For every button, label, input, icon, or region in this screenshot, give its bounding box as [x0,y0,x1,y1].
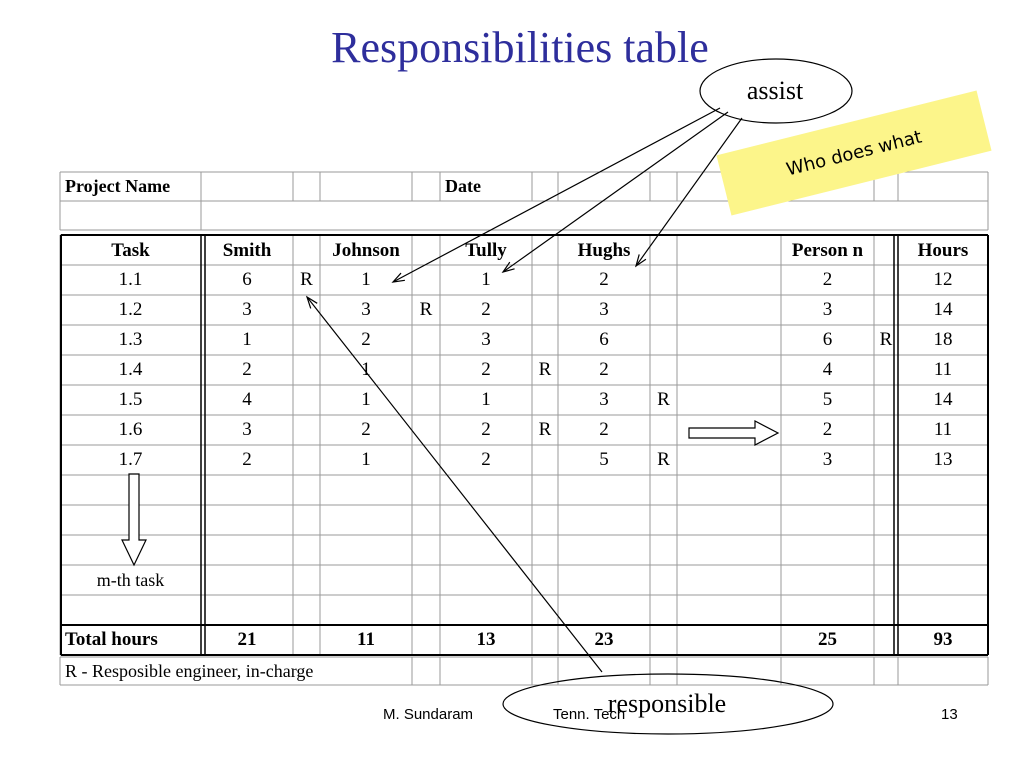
total-tully: 13 [476,629,496,650]
assist-label: assist [746,76,804,105]
total-johnson: 11 [357,629,375,650]
header-johnson: Johnson [332,240,400,261]
cell-r7-hours: 13 [933,449,953,470]
cell-r6-tully-r: R [538,419,552,440]
cell-r4-tully-r: R [538,359,552,380]
header-hours: Hours [917,240,969,261]
assist-callout [700,66,850,116]
cell-r5-task: 1.5 [118,389,143,410]
cell-r3-hours: 18 [933,329,953,350]
total-smith: 21 [237,629,257,650]
responsible-label: responsible [607,689,727,718]
footer-page-number: 13 [941,706,958,723]
sticky-note-text: Who does what [784,126,924,180]
cell-r4-hughs: 2 [599,359,609,380]
date-label: Date [445,176,481,196]
header-tully: Tully [465,240,507,261]
cell-r6-smith: 3 [242,419,252,440]
cell-r3-tully: 3 [481,329,491,350]
cell-r4-task: 1.4 [118,359,143,380]
total-task: Total hours [65,629,158,650]
total-hughs: 23 [594,629,614,650]
right-block-arrow [689,421,778,445]
cell-r4-person-n: 4 [822,359,833,380]
slide-title: Responsibilities table [331,23,709,72]
footer-institution: Tenn. Tech [553,706,626,723]
cell-r6-hours: 11 [933,419,953,440]
cell-r2-smith: 3 [242,299,252,320]
cell-r4-johnson: 1 [361,359,371,380]
cell-r2-hughs: 3 [599,299,609,320]
cell-r1-tully: 1 [481,269,491,290]
cell-r6-person-n: 2 [822,419,833,440]
cell-r7-hughs-r: R [657,449,670,470]
cell-r6-hughs: 2 [599,419,609,440]
cell-r1-smith-r: R [300,269,313,290]
cell-r5-johnson: 1 [361,389,371,410]
total-person-n: 25 [818,629,837,650]
cell-r3-hughs: 6 [599,329,609,350]
cell-r1-johnson: 1 [361,269,371,290]
cell-r5-person-n: 5 [822,389,833,410]
cell-r7-task: 1.7 [118,449,143,470]
cell-r5-smith: 4 [242,389,252,410]
cell-r7-johnson: 1 [361,449,371,470]
cell-r1-person-n: 2 [822,269,833,290]
header-person-n: Person n [791,240,864,261]
cell-r5-hughs-r: R [657,389,670,410]
cell-r2-hours: 14 [933,299,953,320]
cell-r11-task: m-th task [96,569,165,590]
cell-r7-person-n: 3 [822,449,833,470]
cell-r1-hours: 12 [933,269,953,290]
cell-r3-person-n-r: R [879,329,893,350]
cell-r7-smith: 2 [242,449,252,470]
cell-r6-tully: 2 [481,419,491,440]
total-hours: 93 [933,629,953,650]
header-task: Task [111,240,150,261]
cell-r5-hours: 14 [933,389,953,410]
cell-r2-task: 1.2 [118,299,143,320]
header-smith: Smith [222,240,272,261]
cell-r1-hughs: 2 [599,269,609,290]
cell-r7-tully: 2 [481,449,491,470]
cell-r1-task: 1.1 [118,269,143,290]
footer-author: M. Sundaram [383,706,474,723]
cell-r2-tully: 2 [481,299,491,320]
cell-r2-johnson: 3 [361,299,371,320]
cell-r3-smith: 1 [242,329,252,350]
cell-r4-hours: 11 [933,359,953,380]
responsible-callout [505,676,829,732]
cell-r7-hughs: 5 [599,449,609,470]
cell-r5-hughs: 3 [599,389,609,410]
cell-r4-tully: 2 [481,359,491,380]
down-block-arrow [122,474,146,565]
cell-r1-smith: 6 [242,269,252,290]
cell-r3-person-n: 6 [822,329,833,350]
cell-r3-task: 1.3 [118,329,143,350]
legend-text: R - Resposible engineer, in-charge [65,660,314,681]
cell-r6-task: 1.6 [118,419,143,440]
cell-r4-smith: 2 [242,359,252,380]
cell-r2-person-n: 3 [822,299,833,320]
cell-r5-tully: 1 [481,389,491,410]
project-name-label: Project Name [65,176,171,196]
cell-r2-johnson-r: R [419,299,433,320]
cell-r6-johnson: 2 [361,419,371,440]
header-hughs: Hughs [577,240,631,261]
cell-r3-johnson: 2 [361,329,371,350]
